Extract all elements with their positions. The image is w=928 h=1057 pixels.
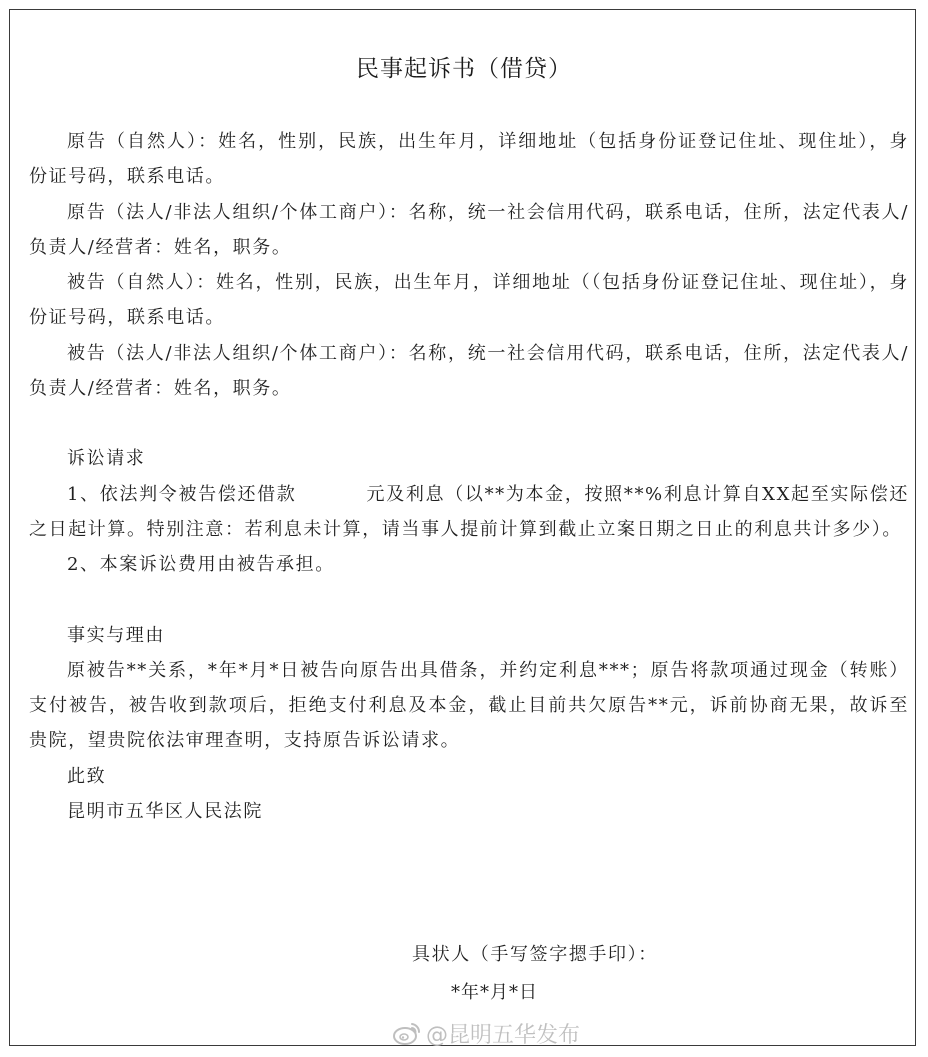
claims-heading: 诉讼请求 [67, 448, 146, 470]
spacer [29, 406, 909, 441]
claim-1-prefix: 1、依法判令被告偿还借款 [67, 483, 297, 505]
spacer [29, 583, 909, 618]
court-name: 昆明市五华区人民法院 [67, 801, 263, 823]
signature-line: 具状人（手写签字摁手印）： [412, 944, 658, 965]
date-line: *年*月*日 [451, 982, 538, 1003]
watermark-text: @昆明五华发布 [426, 1022, 581, 1048]
plaintiff-legal-entity: 原告（法人/非法人组织/个体工商户）：名称，统一社会信用代码，联系电话，住所，法定代表人/负责人/经营者：姓名，职务。 [29, 201, 909, 258]
plaintiff-natural-person: 原告（自然人）：姓名，性别，民族，出生年月，详细地址（包括身份证登记住址、现住址），身份证号码，联系电话。 [29, 131, 909, 188]
weibo-icon [392, 1020, 422, 1046]
closing-salutation: 此致 [67, 765, 107, 787]
document-title: 民事起诉书（借贷） [356, 56, 572, 82]
defendant-legal-entity: 被告（法人/非法人组织/个体工商户）：名称，统一社会信用代码，联系电话，住所，法定代表人/负责人/经营者：姓名，职务。 [29, 342, 909, 400]
facts-paragraph: 原被告**关系，*年*月*日被告向原告出具借条，并约定利息***；原告将款项通过现金（转账）支付被告，被告收到款项后，拒绝支付利息及本金，截止目前共欠原告**元，诉前协商无果，故诉至贵院，望贵院依法审理查明，支持原告诉讼请求。 [29, 659, 909, 752]
watermark [392, 1018, 580, 1048]
facts-heading: 事实与理由 [67, 624, 165, 646]
claim-1-suffix: 元及利息（以**为本金，按照**%利息计算自XX起至实际偿还之日起计算。特别注意：若利息未计算，请当事人提前计算到截止立案日期之日止的利息共计多少）。 [29, 483, 909, 540]
document-body [29, 124, 909, 829]
claim-item-2: 2、本案诉讼费用由被告承担。 [67, 554, 335, 576]
defendant-natural-person: 被告（自然人）：姓名，性别，民族，出生年月，详细地址（（包括身份证登记住址、现住址），身份证号码，联系电话。 [29, 272, 909, 329]
claim-item-1 [29, 477, 909, 548]
